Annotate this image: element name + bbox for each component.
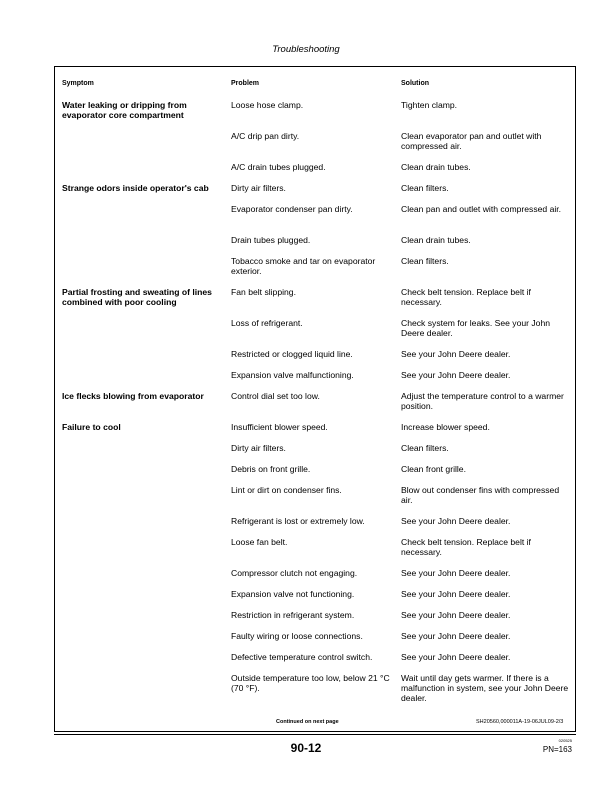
problem-cell: Expansion valve not functioning. <box>231 589 355 599</box>
symptom-cell: Strange odors inside operator's cab <box>62 183 209 193</box>
footer-rule <box>54 734 576 735</box>
solution-cell: Blow out condenser fins with compressed air. <box>401 485 560 505</box>
problem-cell: Compressor clutch not engaging. <box>231 568 358 578</box>
solution-cell: See your John Deere dealer. <box>401 516 511 526</box>
solution-cell: Clean pan and outlet with compressed air. <box>401 204 562 214</box>
symptom-cell: Ice flecks blowing from evaporator <box>62 391 204 401</box>
problem-cell: Loose fan belt. <box>231 537 288 547</box>
solution-cell: See your John Deere dealer. <box>401 631 511 641</box>
page-number: 90-12 <box>290 741 322 755</box>
solution-cell: Clean filters. <box>401 256 449 266</box>
problem-cell: Expansion valve malfunctioning. <box>231 370 354 380</box>
solution-cell: Clean drain tubes. <box>401 235 471 245</box>
solution-cell: Clean front grille. <box>401 464 466 474</box>
problem-cell: Loss of refrigerant. <box>231 318 303 328</box>
symptom-cell: Water leaking or dripping from evaporator core compartment <box>62 100 187 120</box>
problem-cell: A/C drain tubes plugged. <box>231 162 326 172</box>
solution-cell: Clean filters. <box>401 183 449 193</box>
problem-cell: Loose hose clamp. <box>231 100 304 110</box>
problem-cell: Defective temperature control switch. <box>231 652 373 662</box>
solution-cell: See your John Deere dealer. <box>401 610 511 620</box>
solution-cell: See your John Deere dealer. <box>401 652 511 662</box>
solution-cell: Increase blower speed. <box>401 422 490 432</box>
continued-note: Continued on next page <box>276 719 339 725</box>
problem-cell: Restricted or clogged liquid line. <box>231 349 353 359</box>
solution-cell: Check belt tension. Replace belt if necessary. <box>401 537 531 557</box>
problem-cell: Restriction in refrigerant system. <box>231 610 355 620</box>
solution-cell: See your John Deere dealer. <box>401 349 511 359</box>
column-header-problem: Problem <box>231 80 260 87</box>
problem-cell: Control dial set too low. <box>231 391 320 401</box>
solution-cell: Clean evaporator pan and outlet with compressed air. <box>401 131 542 151</box>
problem-cell: Dirty air filters. <box>231 183 286 193</box>
problem-cell: Dirty air filters. <box>231 443 286 453</box>
problem-cell: Refrigerant is lost or extremely low. <box>231 516 365 526</box>
problem-cell: A/C drip pan dirty. <box>231 131 300 141</box>
solution-cell: Check system for leaks. See your John Deere dealer. <box>401 318 551 338</box>
problem-cell: Faulty wiring or loose connections. <box>231 631 363 641</box>
problem-cell: Evaporator condenser pan dirty. <box>231 204 353 214</box>
problem-cell: Outside temperature too low, below 21 °C (70 °F). <box>231 673 390 693</box>
solution-cell: Clean filters. <box>401 443 449 453</box>
solution-cell: See your John Deere dealer. <box>401 370 511 380</box>
solution-cell: See your John Deere dealer. <box>401 568 511 578</box>
column-header-symptom: Symptom <box>62 80 94 87</box>
solution-cell: Clean drain tubes. <box>401 162 471 172</box>
problem-cell: Tobacco smoke and tar on evaporator exterior. <box>231 256 376 276</box>
solution-cell: Tighten clamp. <box>401 100 458 110</box>
problem-cell: Insufficient blower speed. <box>231 422 328 432</box>
symptom-cell: Partial frosting and sweating of lines combined with poor cooling <box>62 287 212 307</box>
solution-cell: Adjust the temperature control to a warmer position. <box>401 391 564 411</box>
page-header-title: Troubleshooting <box>272 44 340 55</box>
solution-cell: Wait until day gets warmer. If there is a malfunction in system, see your John Deere dealer. <box>401 673 569 703</box>
pn-label: PN=163 <box>542 745 572 754</box>
problem-cell: Lint or dirt on condenser fins. <box>231 485 342 495</box>
problem-cell: Drain tubes plugged. <box>231 235 311 245</box>
solution-cell: Check belt tension. Replace belt if necessary. <box>401 287 531 307</box>
date-code: 020525 <box>558 738 572 743</box>
column-header-solution: Solution <box>401 80 429 87</box>
document-reference: SH20560,000011A-19-06JUL09-2/3 <box>476 719 564 725</box>
problem-cell: Fan belt slipping. <box>231 287 296 297</box>
problem-cell: Debris on front grille. <box>231 464 311 474</box>
symptom-cell: Failure to cool <box>62 422 121 432</box>
solution-cell: See your John Deere dealer. <box>401 589 511 599</box>
